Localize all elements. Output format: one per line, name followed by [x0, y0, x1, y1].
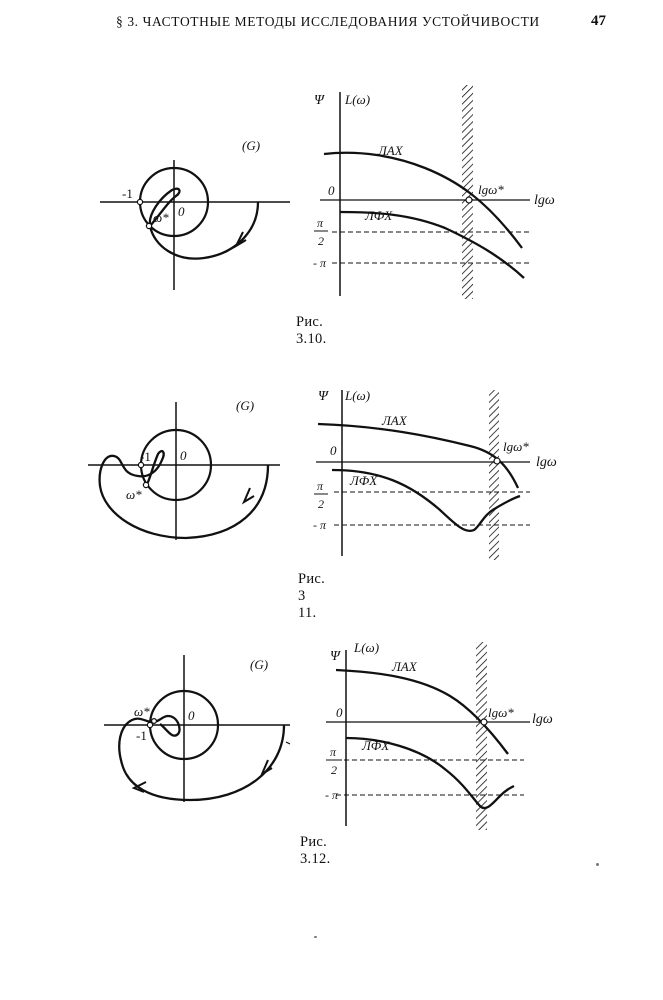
lg-omega-star-label: lgω* — [503, 439, 529, 454]
caption-3-10: Рис. 3.10. — [296, 314, 327, 347]
lfx-label: ЛФХ — [350, 473, 378, 488]
origin-label: 0 — [178, 204, 185, 219]
zero-label: 0 — [336, 705, 343, 720]
two-label: 2 — [318, 234, 324, 248]
minus-pi-label: - π — [325, 788, 339, 802]
minus-one-label: -1 — [136, 728, 147, 743]
pi-label: π — [317, 479, 324, 493]
tick-mark — [286, 742, 290, 744]
label-g: (G) — [250, 657, 269, 672]
l-omega-label: L(ω) — [345, 388, 371, 403]
two-label: 2 — [331, 763, 337, 777]
lfx-label: ЛФХ — [362, 738, 390, 753]
omega-star-label: ω* — [126, 487, 142, 502]
caption-3-11: Рис. 3 11. — [298, 571, 326, 621]
pi-label: π — [317, 216, 324, 230]
psi-label: Ψ — [314, 93, 324, 108]
lax-label: ЛАХ — [382, 413, 407, 428]
crossover-point — [481, 719, 487, 725]
lax-label: ЛАХ — [392, 659, 417, 674]
minus-pi-label: - π — [313, 518, 327, 532]
lg-omega-label: lgω — [536, 455, 557, 470]
zero-label: 0 — [328, 183, 335, 198]
origin-label: 0 — [188, 708, 195, 723]
label-g: (G) — [242, 138, 261, 153]
l-omega-label: L(ω) — [345, 92, 371, 107]
pi-label: π — [330, 745, 337, 759]
minus-one-point — [147, 722, 152, 727]
two-label: 2 — [318, 497, 324, 511]
origin-label: 0 — [180, 448, 187, 463]
lax-label: ЛАХ — [378, 143, 403, 158]
scan-speck — [596, 863, 599, 866]
psi-label: Ψ — [318, 389, 328, 404]
scan-speck — [314, 936, 317, 938]
omega-star-label: ω* — [153, 210, 169, 225]
running-head: § 3. ЧАСТОТНЫЕ МЕТОДЫ ИССЛЕДОВАНИЯ УСТОЙЧИВОСТИ — [116, 14, 540, 29]
lfx-label: ЛФХ — [365, 208, 393, 223]
psi-label: Ψ — [330, 649, 340, 664]
zero-label: 0 — [330, 443, 337, 458]
label-g: (G) — [236, 398, 255, 413]
page-number: 47 — [591, 13, 606, 29]
lg-omega-star-label: lgω* — [478, 182, 504, 197]
minus-one-label: -1 — [140, 449, 151, 464]
caption-3-12: Рис. 3.12. — [300, 834, 331, 867]
minus-one-label: -1 — [122, 186, 133, 201]
omega-star-label: ω* — [134, 704, 150, 719]
minus-pi-label: - π — [313, 256, 327, 270]
l-omega-label: L(ω) — [354, 640, 380, 655]
lg-omega-label: lgω — [532, 712, 553, 727]
lg-omega-star-label: lgω* — [488, 705, 514, 720]
omega-star-point — [152, 719, 157, 724]
lg-omega-label: lgω — [534, 193, 555, 208]
